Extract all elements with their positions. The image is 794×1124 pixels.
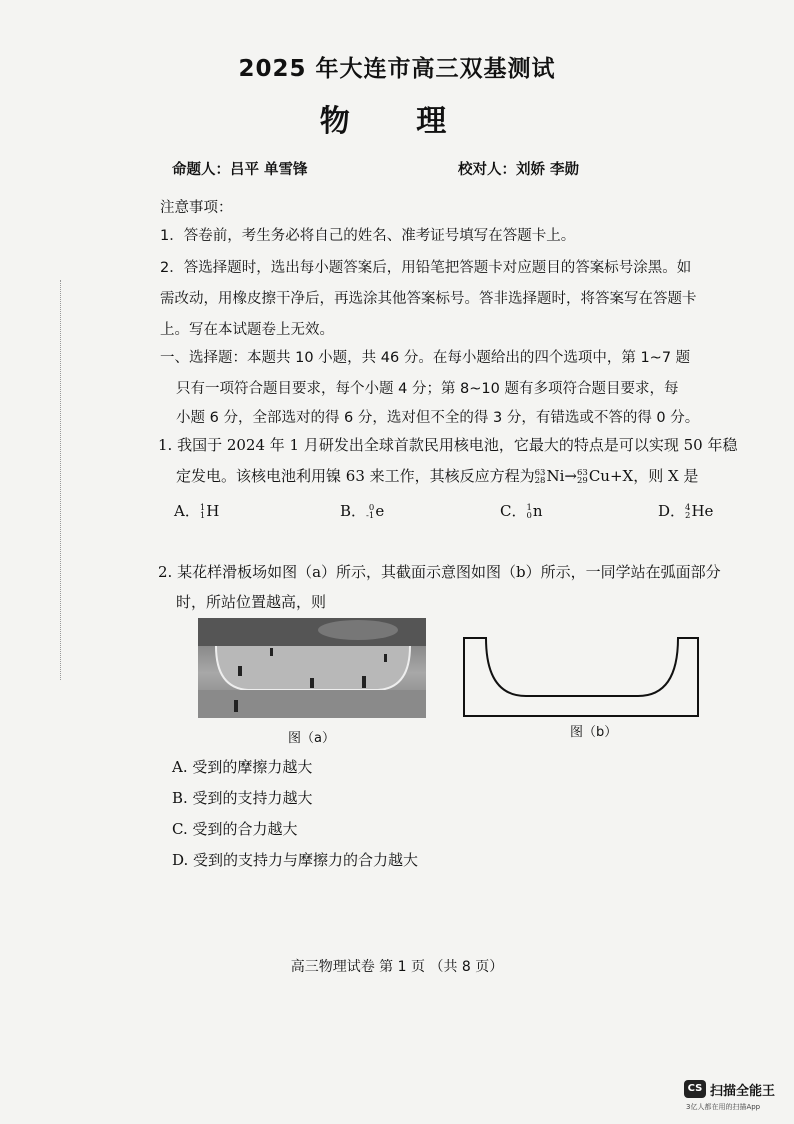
skater-5 xyxy=(234,700,238,712)
cross-section-outline xyxy=(464,638,698,716)
option-nuclide-numbers xyxy=(685,504,690,520)
option-nuclide-numbers xyxy=(366,504,374,520)
reaction-arrow: → xyxy=(564,467,577,485)
q2-option-d: D. 受到的支持力与摩擦力的合力越大 xyxy=(172,851,419,869)
exam-title: 2025 年大连市高三双基测试 xyxy=(238,56,556,82)
cu-mass-number: 63 xyxy=(576,468,588,478)
option-nuclide-numbers xyxy=(526,504,531,520)
option-mass: 1 xyxy=(199,503,206,513)
notice-heading: 注意事项： xyxy=(160,200,233,216)
option-nuclide-numbers xyxy=(200,504,205,520)
camscanner-name: 扫描全能王 xyxy=(710,1084,776,1099)
option-z: -1 xyxy=(366,511,375,521)
q2-line-1: 2. 某花样滑板场如图（a）所示，其截面示意图如图（b）所示，一同学站在弧面部分 xyxy=(158,563,721,581)
cu-nuclide-numbers xyxy=(577,469,588,485)
skatepark-photo-drawing xyxy=(198,618,426,718)
option-mass: 0 xyxy=(368,503,375,513)
q2-line-2: 时，所站位置越高，则 xyxy=(176,593,327,611)
ni-atomic-number: 28 xyxy=(534,476,546,486)
option-symbol: e xyxy=(375,502,385,520)
option-mass: 4 xyxy=(685,503,691,513)
skater-3 xyxy=(310,678,314,688)
q2-option-c: C. 受到的合力越大 xyxy=(172,820,298,838)
camscanner-logo-icon: CS xyxy=(684,1080,706,1098)
cu-symbol: Cu+X，则 X 是 xyxy=(588,467,699,485)
skater-4 xyxy=(362,676,366,688)
option-z: 0 xyxy=(526,511,532,521)
option-label: C． xyxy=(500,502,527,520)
binding-margin-dots xyxy=(60,280,63,680)
cross-section-diagram xyxy=(462,636,702,720)
photo-floor xyxy=(198,690,426,718)
section1-line-2: 只有一项符合题目要求，每个小题 4 分；第 8~10 题有多项符合题目要求，每 xyxy=(176,381,679,397)
option-symbol: n xyxy=(532,502,543,520)
notice-item-2-line-2: 需改动，用橡皮擦干净后，再选涂其他答案标号。答非选择题时，将答案写在答题卡 xyxy=(160,291,697,307)
option-z: 1 xyxy=(199,511,206,521)
notice-item-2-line-3: 上。写在本试题卷上无效。 xyxy=(160,322,334,338)
camscanner-tagline: 3亿人都在用的扫描App xyxy=(686,1103,761,1111)
skater-6 xyxy=(384,654,387,662)
ni-symbol: Ni xyxy=(546,467,565,485)
page-footer: 高三物理试卷 第 1 页 （共 8 页） xyxy=(290,959,504,975)
figure-b-caption: 图（b） xyxy=(570,725,618,740)
section1-line-1: 一、选择题：本题共 10 小题，共 46 分。在每小题给出的四个选项中，第 1~7 题 xyxy=(160,350,691,366)
ni-nuclide-numbers xyxy=(535,469,546,485)
q1-option-a xyxy=(174,500,219,521)
figure-a-caption: 图（a） xyxy=(288,731,335,746)
q1-option-b xyxy=(340,500,384,521)
q1-line-2-text: 定发电。该核电池利用镍 63 来工作，其核反应方程为 xyxy=(176,467,535,485)
subject-title: 物 理 xyxy=(319,104,475,139)
option-symbol: He xyxy=(691,502,714,520)
q1-line-2 xyxy=(176,465,698,486)
option-mass: 1 xyxy=(526,503,532,513)
q2-option-b: B. 受到的支持力越大 xyxy=(172,789,313,807)
q1-option-c xyxy=(500,500,543,521)
notice-item-2-line-1: 2．答选择题时，选出每小题答案后，用铅笔把答题卡对应题目的答案标号涂黑。如 xyxy=(160,260,692,276)
q2-option-a: A. 受到的摩擦力越大 xyxy=(172,758,313,776)
q1-line-1: 1. 我国于 2024 年 1 月研发出全球首款民用核电池，它最大的特点是可以实现 50 年稳 xyxy=(158,436,738,454)
skatepark-photo xyxy=(198,618,426,718)
authors: 命题人：吕平 单雪锋 xyxy=(172,162,308,178)
option-z: 2 xyxy=(685,511,691,521)
proofreaders: 校对人：刘娇 李勋 xyxy=(458,162,580,178)
ni-mass-number: 63 xyxy=(534,468,546,478)
option-label: D． xyxy=(658,502,686,520)
option-label: B． xyxy=(340,502,367,520)
option-symbol: H xyxy=(206,502,220,520)
section1-line-3: 小题 6 分，全部选对的得 6 分，选对但不全的得 3 分，有错选或不答的得 0 分。 xyxy=(176,410,700,426)
photo-dome xyxy=(318,620,398,640)
cu-atomic-number: 29 xyxy=(576,476,588,486)
notice-item-1: 1．答卷前，考生务必将自己的姓名、准考证号填写在答题卡上。 xyxy=(160,228,576,244)
skater-1 xyxy=(238,666,242,676)
option-label: A． xyxy=(174,502,200,520)
skater-2 xyxy=(270,648,273,656)
q1-option-d xyxy=(658,500,713,521)
